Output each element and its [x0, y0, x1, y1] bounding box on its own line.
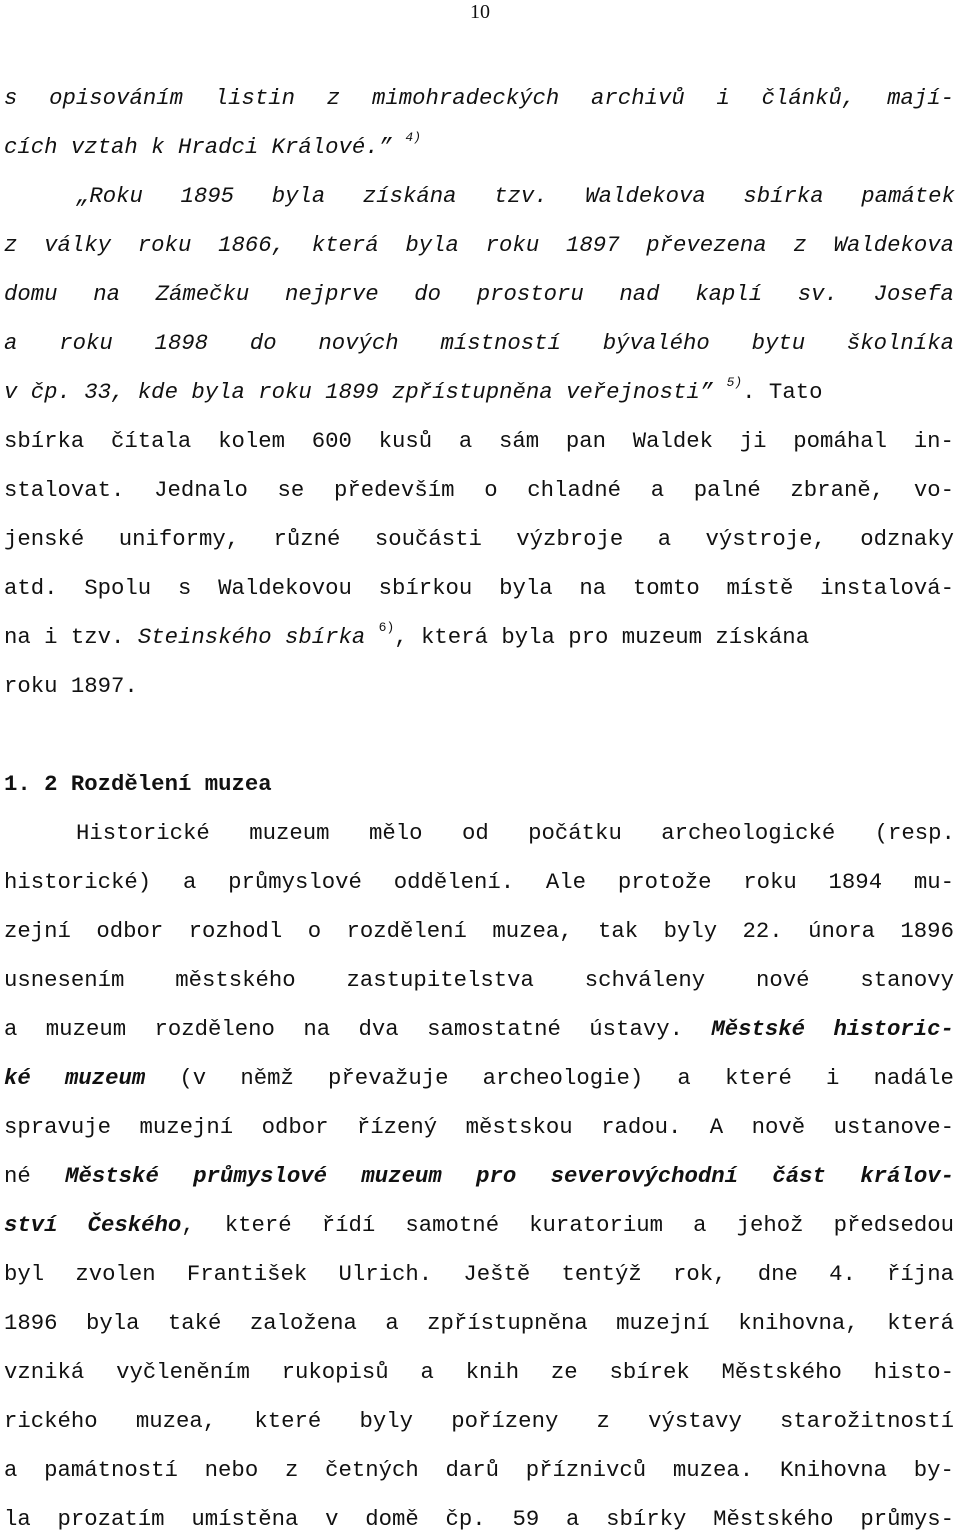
text-run: roku 1897.: [4, 673, 138, 699]
footnote-ref: 5): [726, 375, 743, 390]
footnote-ref: 4): [405, 130, 422, 145]
text-line: ství Českého, které řídí samotné kuratorium a jehož předsedou: [4, 1212, 954, 1238]
text-run: na i tzv.: [4, 624, 138, 650]
text-line: a roku 1898 do nových místností bývalého bytu školníka: [4, 330, 954, 356]
text-line: a muzeum rozděleno na dva samostatné ústavy. Městské historic-: [4, 1016, 954, 1042]
text-line: „Roku 1895 byla získána tzv. Waldekova sbírka památek: [76, 183, 955, 209]
text-line: stalovat. Jednalo se především o chladné a palné zbraně, vo-: [4, 477, 954, 503]
text-line: historické) a průmyslové oddělení. Ale protože roku 1894 mu-: [4, 869, 954, 895]
text-line: s opisováním listin z mimohradeckých archivů i článků, mají-: [4, 85, 954, 111]
text-line: sbírka čítala kolem 600 kusů a sám pan Waldek ji pomáhal in-: [4, 428, 954, 454]
text-line: domu na Zámečku nejprve do prostoru nad kaplí sv. Josefa: [4, 281, 954, 307]
text-line: atd. Spolu s Waldekovou sbírkou byla na tomto místě instalová-: [4, 575, 954, 601]
text-line: spravuje muzejní odbor řízený městskou radou. A nově ustanove-: [4, 1114, 954, 1140]
page-number: 10: [470, 1, 490, 23]
text-line: rického muzea, které byly pořízeny z výstavy starožitností: [4, 1408, 954, 1434]
footnote-ref: 6): [378, 620, 395, 635]
text-line: [4, 377, 954, 407]
text-run: . Tato: [742, 379, 823, 405]
text-line: vzniká vyčleněním rukopisů a knih ze sbírek Městského histo-: [4, 1359, 954, 1385]
text-line: la prozatím umístěna v domě čp. 59 a sbírky Městského průmys-: [4, 1506, 954, 1532]
text-run: Steinského sbírka: [137, 624, 366, 650]
text-line: né Městské průmyslové muzeum pro severovýchodní část králov-: [4, 1163, 954, 1189]
text-line: zejní odbor rozhodl o rozdělení muzea, tak byly 22. února 1896: [4, 918, 954, 944]
text-line: usnesením městského zastupitelstva schváleny nové stanovy: [4, 967, 954, 993]
text-line: Historické muzeum mělo od počátku archeologické (resp.: [76, 820, 955, 846]
text-line: [4, 671, 954, 701]
text-run: v čp. 33, kde byla roku 1899 zpřístupněna veřejnosti”: [4, 379, 714, 405]
text-line: jenské uniformy, různé součásti výzbroje a výstroje, odznaky: [4, 526, 954, 552]
text-line: z války roku 1866, která byla roku 1897 převezena z Waldekova: [4, 232, 954, 258]
text-line: ké muzeum (v němž převažuje archeologie) a které i nadále: [4, 1065, 954, 1091]
text-line: a památností nebo z četných darů příznivců muzea. Knihovna by-: [4, 1457, 954, 1483]
section-heading: 1. 2 Rozdělení muzea: [4, 771, 272, 797]
text-line: 1896 byla také založena a zpřístupněna muzejní knihovna, která: [4, 1310, 954, 1336]
text-line: [4, 132, 954, 162]
text-line: [4, 622, 954, 652]
text-run: cích vztah k Hradci Králové.”: [4, 134, 393, 160]
text-line: byl zvolen František Ulrich. Ještě tentýž rok, dne 4. října: [4, 1261, 954, 1287]
text-run: , která byla pro muzeum získána: [394, 624, 810, 650]
